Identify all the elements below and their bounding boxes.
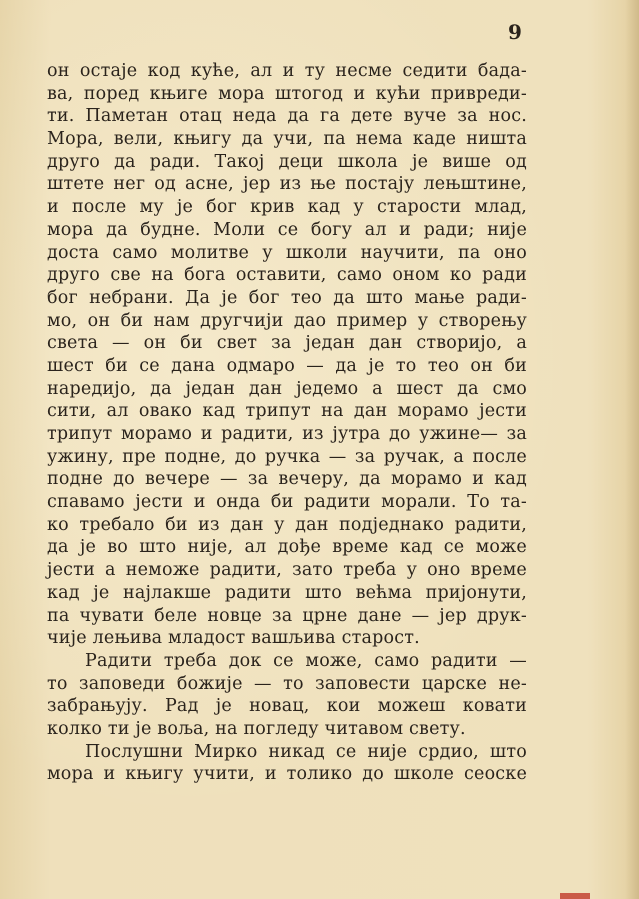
text-line: наредијо, да један дан једемо а шест да смо (47, 378, 527, 399)
page-number: 9 (508, 20, 522, 44)
text-line: па чувати беле новце за црне дане — јер друк- (47, 605, 527, 626)
text-line: мо, он би нам другчији дао пример у створењу (47, 310, 527, 331)
text-line: колко ти је воља, на погледу читавом свету. (47, 718, 466, 739)
text-line: друго да ради. Такој деци школа је више од (47, 151, 527, 172)
text-line: доста само молитве у школи научити, па оно (47, 242, 527, 263)
paragraph-start-line: Послушни Мирко никад се није срдио, што (85, 741, 527, 762)
text-line: бог небрани. Да је бог тео да што мање ради- (47, 287, 527, 308)
text-line: то заповеди божије — то заповести царске не- (47, 673, 527, 694)
text-line: трипут морамо и радити, из јутра до ужине— за (47, 424, 527, 444)
page-edge-shadow (625, 0, 639, 899)
text-line: чије лењива младост вашљива старост. (47, 628, 420, 649)
text-line: и после му је бог крив кад у старости млад, (47, 197, 527, 218)
text-line: ти. Паметан отац неда да га дете вуче за нос. (47, 106, 527, 127)
text-line: друго све на бога оставити, само оном ко ради (47, 265, 527, 286)
text-line: подне до вечере — за вечеру, да морамо и кад (47, 469, 527, 490)
text-line: кад је најлакше радити што већма пријонути, (47, 582, 527, 603)
paragraph-start-line: Радити треба док се може, само радити — (85, 650, 527, 671)
body-text (47, 60, 527, 786)
text-line: забрањују. Рад је новац, кои можеш ковати (47, 696, 527, 717)
text-line: спавамо јести и онда би радити морали. То та- (47, 492, 527, 513)
text-line: он остаје код куће, ал и ту несме седити бада- (47, 61, 527, 81)
text-line: јести а неможе радити, зато треба у оно време (47, 560, 527, 581)
text-line: света — он би свет за један дан створијо, а (47, 333, 527, 354)
text-line: штете нег од асне, јер из ње постају лењштине, (47, 174, 527, 195)
bookmark-ribbon (560, 893, 590, 899)
text-line: ва, поред књиге мора штогод и кући привреди- (47, 83, 527, 104)
text-line: сити, ал овако кад трипут на дан морамо јести (47, 401, 527, 422)
text-line: да је во што није, ал дође време кад се може (47, 537, 527, 558)
text-line: шест би се дана одмаро — да је то тео он би (47, 355, 527, 376)
text-line: мора и књигу учити, и толико до школе сеоске (47, 764, 527, 785)
text-line: мора да будне. Моли се богу ал и ради; није (47, 219, 527, 240)
text-line: Мора, вели, књигу да учи, па нема каде ништа (47, 129, 527, 150)
text-line: ко требало би из дан у дан подједнако радити, (47, 514, 527, 535)
text-line: ужину, пре подне, до ручка — за ручак, а после (47, 446, 527, 467)
